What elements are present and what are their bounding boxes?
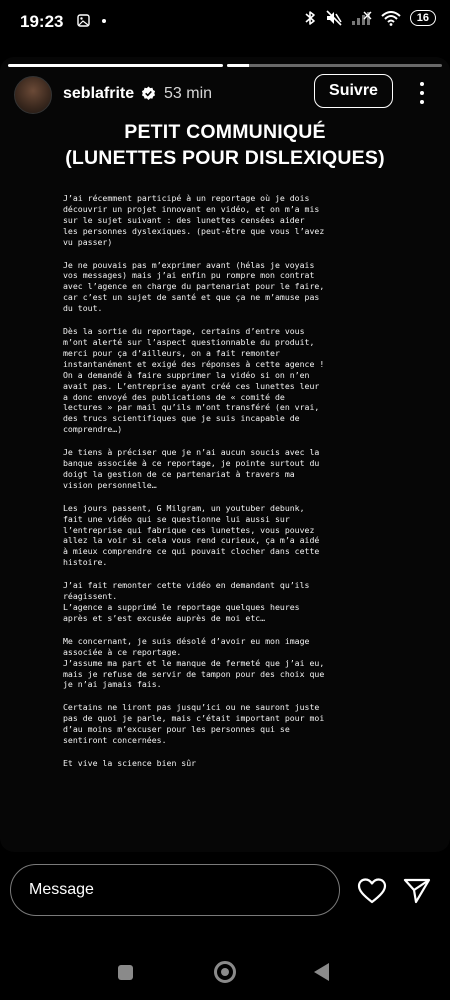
avatar[interactable] xyxy=(14,76,52,114)
story-progress-fill xyxy=(8,64,223,67)
more-options-icon[interactable] xyxy=(415,82,429,104)
gallery-icon xyxy=(77,14,90,27)
message-input[interactable] xyxy=(10,864,340,916)
paragraph: J’ai fait remonter cette vidéo en demandant qu’ils réagissent. L’agence a supprimé le reportage quelques heures après et s’est excusée auprès de moi etc… xyxy=(63,580,310,623)
post-time: 53 min xyxy=(164,85,213,102)
status-bar xyxy=(0,0,450,44)
story-progress-segment xyxy=(8,64,223,67)
verified-badge-icon xyxy=(141,86,156,101)
paragraph: Les jours passent, G Milgram, un youtuber debunk, fait une vidéo qui se questionne lui aussi sur l’entreprise qui fabrique ces lunettes, vous pouvez allez la voir si cela vous rend curieux, ça m’a aidé à mieux comprendre ce qui pouvait clocher dans cette histoire. xyxy=(63,502,320,568)
follow-button[interactable]: Suivre xyxy=(314,74,393,108)
signal-icon xyxy=(352,11,372,25)
recent-apps-icon[interactable] xyxy=(118,965,133,980)
heart-icon[interactable] xyxy=(357,877,387,905)
story-body xyxy=(63,193,393,781)
paragraph: Je tiens à préciser que je n’ai aucun soucis avec la banque associée à ce reportage, je pointe surtout du doigt la gestion de ce partenariat à travers ma vision personnelle… xyxy=(63,447,320,490)
bluetooth-icon xyxy=(304,10,316,26)
home-icon[interactable] xyxy=(214,961,236,983)
mute-icon xyxy=(325,10,343,26)
paragraph: Me concernant, je suis désolé d’avoir eu mon image associée à ce reportage. J’assume ma part et le manque de fermeté que j’ai eu, mais je refuse de servir de tampon pour des choix que je n’ai jamais fais. xyxy=(63,635,325,690)
wifi-icon xyxy=(381,11,401,26)
status-right-icons xyxy=(304,10,436,26)
paragraph: Et vive la science bien sûr xyxy=(63,757,197,768)
story-progress-segment xyxy=(227,64,442,67)
username[interactable]: seblafrite xyxy=(63,85,135,102)
battery-icon: 16 xyxy=(410,10,436,26)
headline-line-2: (LUNETTES POUR DISLEXIQUES) xyxy=(65,147,385,169)
story-progress-fill xyxy=(227,64,249,67)
story-progress xyxy=(8,64,442,67)
paragraph: J’ai récemment participé à un reportage où je dois découvrir un projet innovant en vidéo, et on m’a mis sur le sujet suivant : des lunettes censées aider les personnes dyslexiques. (peut-être que vous l’avez vu passer) xyxy=(63,193,325,247)
story-viewer[interactable] xyxy=(0,57,450,852)
paragraph: Je ne pouvais pas m’exprimer avant (hélas je voyais vos messages) mais j’ai enfin pu rompre mon contrat avec l’agence en charge du partenariat pour le faire, car c’est un sujet de santé et que ça ne m’amuse pas du tout. xyxy=(63,259,325,314)
system-nav-bar xyxy=(0,944,450,1000)
story-headline xyxy=(0,119,450,171)
dot-icon xyxy=(102,19,106,23)
headline-line-1: PETIT COMMUNIQUÉ xyxy=(124,121,326,143)
paragraph: Certains ne liront pas jusqu’ici ou ne sauront juste pas de quoi je parle, mais c’était important pour moi d’au moins m’excuser pour les personnes qui se sentiront concernées. xyxy=(63,702,325,746)
send-icon[interactable] xyxy=(403,878,431,904)
paragraph: Dès la sortie du reportage, certains d’entre vous m’ont alerté sur l’aspect questionnable du produit, merci pour ça d’ailleurs, on a fait remonter instantanément et exigé des réponses à cette agence ! On a demandé à faire supprimer la vidéo si on n’en avait pas. L’entreprise ayant créé ces lunettes leur a donc envoyé des publications de « comité de lectures » par mail qu’ils m’ont transféré (en vrai, des trucs scientifiques que je suis incapable de comprendre…) xyxy=(63,326,325,435)
back-icon[interactable] xyxy=(314,963,329,981)
status-left-icons xyxy=(77,13,106,29)
status-time: 19:23 xyxy=(20,12,64,31)
